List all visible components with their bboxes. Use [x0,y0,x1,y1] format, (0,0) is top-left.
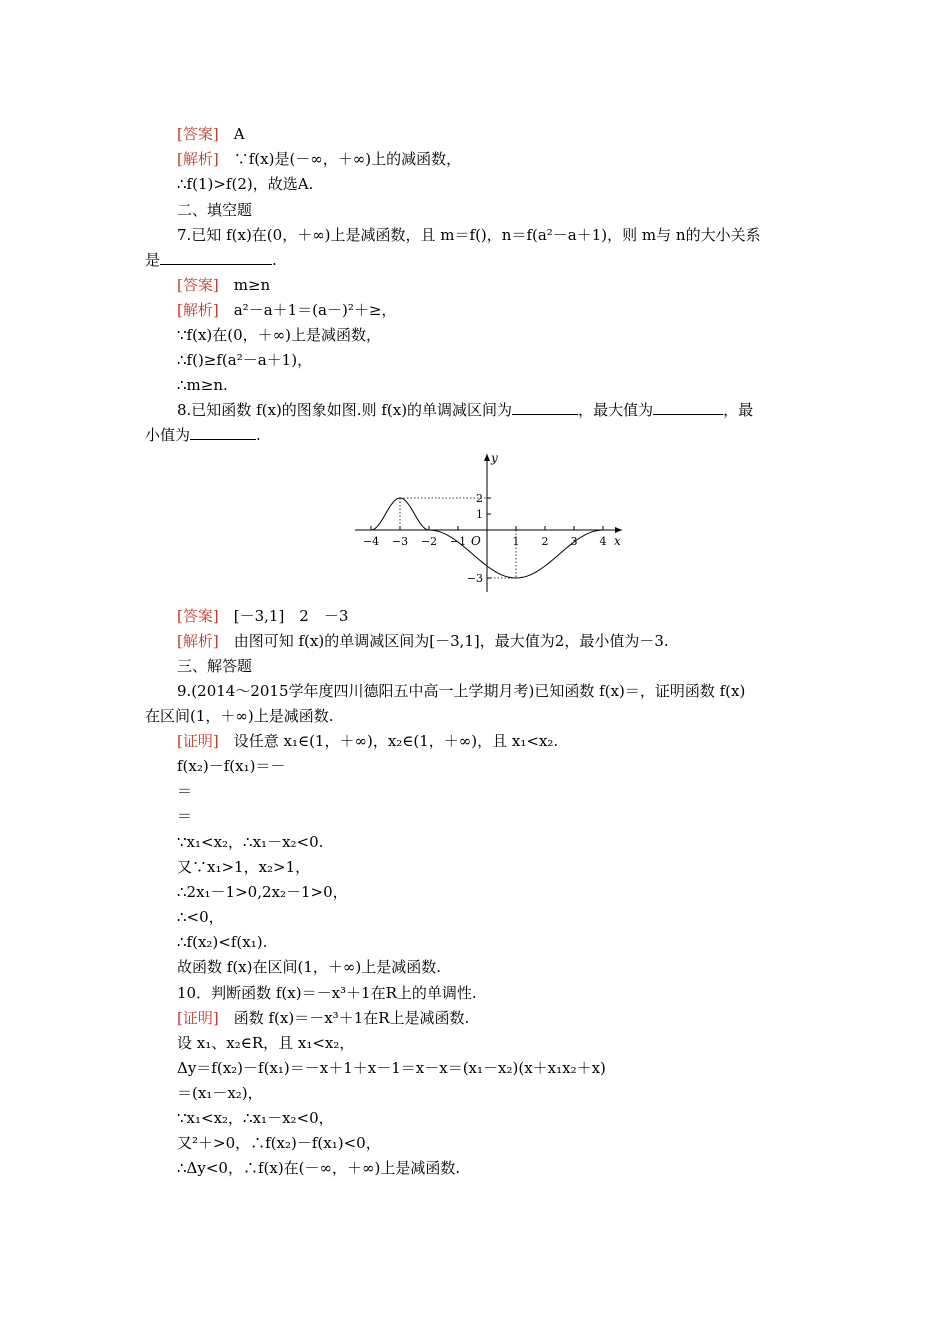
analysis-7: [解析] a²－a＋1＝(a－)²＋≥， [177,301,397,319]
text-line: ∴<0， [177,908,224,926]
section-heading-fill-blank: 二、填空题 [177,201,253,219]
answer-blank[interactable] [190,425,256,440]
text-line: ∵x₁<x₂，∴x₁－x₂<0， [177,1109,334,1127]
text-line: Δy＝f(x₂)－f(x₁)＝－x＋1＋x－1＝x－x＝(x₁－x₂)(x＋x₁x₂＋x) [177,1059,606,1077]
answer-6: [答案] A [177,125,245,143]
x-axis-label: x [614,534,621,548]
answer-8: [答案] [－3,1] 2 －3 [177,607,349,625]
answer-7: [答案] m≥n [177,276,271,294]
x-tick-label: −4 [362,535,380,548]
text-line: f(x₂)－f(x₁)＝－ [177,757,286,775]
text-line: 又∵x₁>1，x₂>1， [177,858,311,876]
text-line: ＝ [177,782,193,800]
text-line: 设 x₁、x₂∈R，且 x₁<x₂， [177,1034,355,1052]
text-line: ∴2x₁－1>0,2x₂－1>0， [177,883,348,901]
y-axis-label: y [491,451,498,465]
x-tick-label: 3 [570,535,578,548]
proof-10: [证明] 函数 f(x)＝－x³＋1在R上是减函数. [177,1009,470,1027]
x-tick-label: −3 [391,535,409,548]
text-line: ∴Δy<0，∴f(x)在(－∞，＋∞)上是减函数. [177,1159,461,1177]
x-tick-label: −1 [449,535,467,548]
origin-label: O [471,534,481,548]
text-line: ＝(x₁－x₂)， [177,1084,263,1102]
proof-9: [证明] 设任意 x₁∈(1，＋∞)，x₂∈(1，＋∞)，且 x₁<x₂. [177,732,559,750]
answer-blank[interactable] [512,400,578,415]
text-line: ∴f(x₂)<f(x₁). [177,933,268,951]
y-tick-label: 2 [476,492,483,505]
question-8: 8.已知函数 f(x)的图象如图.则 f(x)的单调减区间为 ，最大值为 ，最 [177,401,754,419]
question-7-cont: 是 . [145,251,277,269]
text-line: 故函数 f(x)在区间(1，＋∞)上是减函数. [177,958,441,976]
answer-blank[interactable] [653,400,723,415]
question-10: 10．判断函数 f(x)＝－x³＋1在R上的单调性. [177,984,477,1002]
text-line: ∴m≥n. [177,376,228,394]
function-graph [350,450,640,600]
analysis-6: [解析] ∵f(x)是(－∞，＋∞)上的减函数， [177,150,462,168]
text-line: ＝ [177,807,193,825]
section-heading-solve: 三、解答题 [177,657,253,675]
x-tick-label: 1 [512,535,520,548]
x-tick-label: 2 [541,535,549,548]
x-tick-label: 4 [599,535,607,548]
answer-blank[interactable] [160,250,272,265]
question-9: 9.(2014～2015学年度四川德阳五中高一上学期月考)已知函数 f(x)＝，证明函数 f(x) [177,682,746,700]
y-tick-label: −3 [466,572,483,585]
text-line: ∴f(1)>f(2)，故选A. [177,175,314,193]
question-9-cont: 在区间(1，＋∞)上是减函数. [145,707,334,725]
analysis-8: [解析] 由图可知 f(x)的单调减区间为[－3,1]，最大值为2，最小值为－3. [177,632,669,650]
question-8-cont: 小值为 . [145,426,261,444]
question-7: 7.已知 f(x)在(0，＋∞)上是减函数，且 m＝f()，n＝f(a²－a＋1)，则 m与 n的大小关系 [177,226,761,244]
text-line: ∵f(x)在(0，＋∞)上是减函数， [177,326,382,344]
x-tick-label: −2 [420,535,438,548]
y-tick-label: 1 [476,508,483,521]
text-line: ∴f()≥f(a²－a＋1)， [177,351,313,369]
text-line: 又²＋>0，∴f(x₂)－f(x₁)<0， [177,1134,381,1152]
text-line: ∵x₁<x₂，∴x₁－x₂<0. [177,833,324,851]
